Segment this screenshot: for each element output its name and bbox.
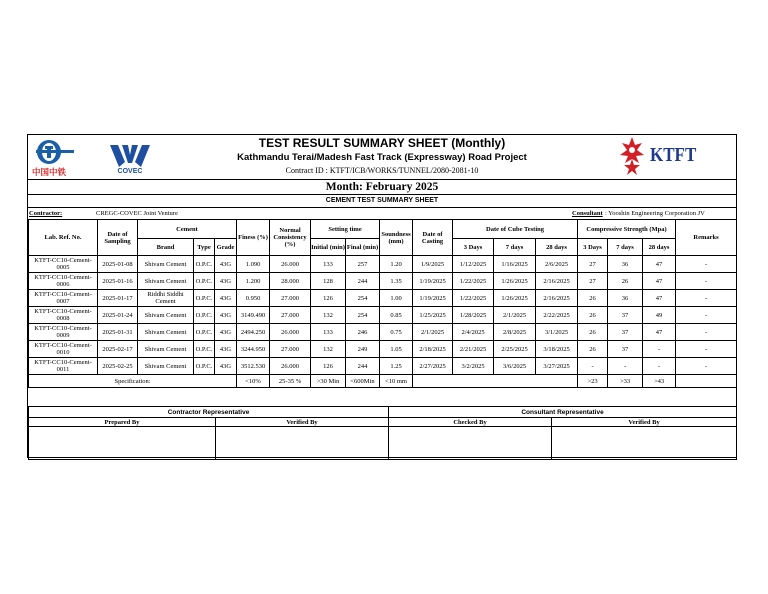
- cell-final-setting: 246: [346, 324, 380, 341]
- cell-strength-3d: 26: [578, 290, 608, 307]
- cell-brand: Riddhi Siddhi Cement: [138, 290, 194, 307]
- cell-cube-7d-date: 2/1/2025: [494, 307, 536, 324]
- cell-remarks: -: [676, 341, 737, 358]
- cell-cube-7d-date: 1/16/2025: [494, 256, 536, 273]
- cell-brand: Shivam Cement: [138, 358, 194, 375]
- cell-cube-3d-date: 2/4/2025: [453, 324, 494, 341]
- cell-cube-28d-date: 2/16/2025: [536, 273, 578, 290]
- spec-label: Specification:: [29, 375, 237, 388]
- sheet-title: TEST RESULT SUMMARY SHEET (Monthly): [258, 136, 506, 150]
- cell-brand: Shivam Cement: [138, 256, 194, 273]
- col-date-sampling: Date of Sampling: [98, 220, 138, 256]
- cell-strength-7d: 36: [608, 256, 643, 273]
- cell-cube-3d-date: 1/22/2025: [453, 290, 494, 307]
- cell-fineness: 1.090: [237, 256, 270, 273]
- cell-type: O.P.C.: [194, 358, 215, 375]
- cell-cube-28d-date: 2/22/2025: [536, 307, 578, 324]
- spec-soundness: <10 mm: [380, 375, 413, 388]
- cell-date-sampling: 2025-01-16: [98, 273, 138, 290]
- cell-soundness: 1.00: [380, 290, 413, 307]
- cell-strength-3d: -: [578, 358, 608, 375]
- cell-brand: Shivam Cement: [138, 307, 194, 324]
- col-lab-ref: Lab. Ref. No.: [29, 220, 98, 256]
- cell-remarks: -: [676, 256, 737, 273]
- cell-grade: 43G: [215, 273, 237, 290]
- spec-fineness: <10%: [237, 375, 270, 388]
- col-brand: Brand: [138, 239, 194, 256]
- cell-strength-28d: -: [643, 341, 676, 358]
- cell-grade: 43G: [215, 290, 237, 307]
- consultant-value: : Yooshin Engineering Corporation JV: [605, 210, 705, 217]
- cell-soundness: 1.25: [380, 358, 413, 375]
- cell-fineness: 3244.950: [237, 341, 270, 358]
- cell-soundness: 0.85: [380, 307, 413, 324]
- cell-fineness: 3512.530: [237, 358, 270, 375]
- cell-initial-setting: 132: [311, 307, 346, 324]
- spec-blank: [413, 375, 578, 388]
- cell-final-setting: 244: [346, 358, 380, 375]
- cell-lab-ref: KTFT-CC10-Cement-0009: [29, 324, 98, 341]
- cell-consistency: 27.000: [270, 307, 311, 324]
- cell-consistency: 27.000: [270, 290, 311, 307]
- cell-cube-7d-date: 3/6/2025: [494, 358, 536, 375]
- cell-type: O.P.C.: [194, 273, 215, 290]
- cell-strength-3d: 26: [578, 307, 608, 324]
- cell-cube-7d-date: 2/8/2025: [494, 324, 536, 341]
- prepared-by-signature[interactable]: [29, 427, 216, 460]
- verified-by-contractor-label: Verified By: [216, 418, 389, 427]
- contractor-representative: Contractor Representative: [29, 407, 389, 418]
- cell-type: O.P.C.: [194, 324, 215, 341]
- cell-remarks: -: [676, 290, 737, 307]
- cell-cube-7d-date: 1/26/2025: [494, 290, 536, 307]
- cell-strength-28d: 47: [643, 324, 676, 341]
- cell-initial-setting: 126: [311, 290, 346, 307]
- cell-final-setting: 244: [346, 273, 380, 290]
- cell-grade: 43G: [215, 307, 237, 324]
- cell-consistency: 26.000: [270, 358, 311, 375]
- spec-initial: >30 Min: [311, 375, 346, 388]
- col-date-casting: Date of Casting: [413, 220, 453, 256]
- cell-final-setting: 254: [346, 290, 380, 307]
- cell-cube-3d-date: 3/2/2025: [453, 358, 494, 375]
- verified-by-consultant-signature[interactable]: [552, 427, 737, 460]
- cell-lab-ref: KTFT-CC10-Cement-0011: [29, 358, 98, 375]
- cell-type: O.P.C.: [194, 256, 215, 273]
- cell-cube-3d-date: 1/12/2025: [453, 256, 494, 273]
- table-row: [29, 256, 737, 273]
- cell-cube-28d-date: 2/16/2025: [536, 290, 578, 307]
- table-header: [29, 220, 737, 256]
- cell-strength-7d: 37: [608, 341, 643, 358]
- cell-initial-setting: 132: [311, 341, 346, 358]
- cell-initial-setting: 128: [311, 273, 346, 290]
- crcc-logo-text: 中国中铁: [32, 168, 67, 178]
- col-soundness: Soundness (mm): [380, 220, 413, 256]
- section-heading: CEMENT TEST SUMMARY SHEET: [28, 194, 736, 207]
- verified-by-contractor-signature[interactable]: [216, 427, 389, 460]
- signature-table: [28, 406, 737, 460]
- test-result-sheet: [27, 134, 737, 458]
- sheet-header: [28, 135, 736, 179]
- cell-grade: 43G: [215, 341, 237, 358]
- cell-date-sampling: 2025-02-17: [98, 341, 138, 358]
- cell-strength-3d: 26: [578, 324, 608, 341]
- spec-remarks-blank: [676, 375, 737, 388]
- cell-lab-ref: KTFT-CC10-Cement-0006: [29, 273, 98, 290]
- col-compressive-strength: Compressive Strength (Mpa): [578, 220, 676, 239]
- cell-fineness: 0.950: [237, 290, 270, 307]
- cell-strength-28d: 47: [643, 256, 676, 273]
- ktft-logo-text: KTFT: [650, 144, 697, 166]
- cell-initial-setting: 126: [311, 358, 346, 375]
- cell-final-setting: 254: [346, 307, 380, 324]
- spec-strength-3d: >23: [578, 375, 608, 388]
- cell-strength-7d: 36: [608, 290, 643, 307]
- cell-cube-28d-date: 3/18/2025: [536, 341, 578, 358]
- cell-date-casting: 1/19/2025: [413, 273, 453, 290]
- cell-cube-28d-date: 2/6/2025: [536, 256, 578, 273]
- cell-date-casting: 1/9/2025: [413, 256, 453, 273]
- contract-id: Contract ID : KTFT/ICB/WORKS/TUNNEL/2080-2081-10: [285, 166, 479, 175]
- covec-logo-text: COVEC: [117, 168, 143, 175]
- col-cube-7d: 7 days: [494, 239, 536, 256]
- col-cube-3d: 3 Days: [453, 239, 494, 256]
- cell-strength-28d: 49: [643, 307, 676, 324]
- cell-cube-7d-date: 1/26/2025: [494, 273, 536, 290]
- parties-row: [28, 207, 736, 219]
- cell-remarks: -: [676, 307, 737, 324]
- cell-date-sampling: 2025-01-24: [98, 307, 138, 324]
- col-final: Final (min): [346, 239, 380, 256]
- col-consistency: Normal Consistency (%): [270, 220, 311, 256]
- cell-brand: Shivam Cement: [138, 341, 194, 358]
- consultant-representative: Consultant Representative: [389, 407, 737, 418]
- col-setting-time: Setting time: [311, 220, 380, 239]
- month-heading: Month: February 2025: [28, 179, 736, 194]
- col-type: Type: [194, 239, 215, 256]
- cell-brand: Shivam Cement: [138, 324, 194, 341]
- cell-strength-28d: -: [643, 358, 676, 375]
- spec-consistency: 25-35 %: [270, 375, 311, 388]
- cell-strength-3d: 26: [578, 341, 608, 358]
- cell-remarks: -: [676, 324, 737, 341]
- table-body: [29, 256, 737, 375]
- cell-cube-28d-date: 3/1/2025: [536, 324, 578, 341]
- spec-row: [29, 375, 737, 388]
- spec-section: [29, 375, 737, 388]
- col-cube-28d: 28 days: [536, 239, 578, 256]
- cell-date-sampling: 2025-02-25: [98, 358, 138, 375]
- col-initial: Initial (min): [311, 239, 346, 256]
- col-cement: Cement: [138, 220, 237, 239]
- cell-strength-7d: 26: [608, 273, 643, 290]
- cell-consistency: 27.000: [270, 341, 311, 358]
- cement-test-table: [28, 219, 737, 388]
- cell-consistency: 26.000: [270, 256, 311, 273]
- cell-soundness: 0.75: [380, 324, 413, 341]
- checked-by-label: Checked By: [389, 418, 552, 427]
- cell-soundness: 1.05: [380, 341, 413, 358]
- table-row: [29, 341, 737, 358]
- cell-date-casting: 1/25/2025: [413, 307, 453, 324]
- cell-fineness: 1.200: [237, 273, 270, 290]
- cell-date-sampling: 2025-01-08: [98, 256, 138, 273]
- cell-final-setting: 249: [346, 341, 380, 358]
- cell-grade: 43G: [215, 256, 237, 273]
- contractor-label: Contractor:: [29, 210, 63, 217]
- consultant-label: Consultant: [572, 210, 603, 217]
- cell-date-casting: 2/18/2025: [413, 341, 453, 358]
- cell-initial-setting: 133: [311, 256, 346, 273]
- cell-lab-ref: KTFT-CC10-Cement-0008: [29, 307, 98, 324]
- cell-date-sampling: 2025-01-17: [98, 290, 138, 307]
- col-remarks: Remarks: [676, 220, 737, 256]
- contractor-value: CREGC-COVEC Joint Venture: [96, 210, 178, 217]
- cell-date-casting: 1/19/2025: [413, 290, 453, 307]
- cell-soundness: 1.20: [380, 256, 413, 273]
- cell-fineness: 3149.490: [237, 307, 270, 324]
- cell-final-setting: 257: [346, 256, 380, 273]
- cell-cube-3d-date: 2/21/2025: [453, 341, 494, 358]
- cell-type: O.P.C.: [194, 341, 215, 358]
- table-row: [29, 290, 737, 307]
- table-row: [29, 307, 737, 324]
- cell-strength-7d: -: [608, 358, 643, 375]
- cell-consistency: 28.000: [270, 273, 311, 290]
- cell-grade: 43G: [215, 324, 237, 341]
- project-name: Kathmandu Terai/Madesh Fast Track (Expressway) Road Project: [237, 152, 527, 163]
- cell-lab-ref: KTFT-CC10-Cement-0007: [29, 290, 98, 307]
- spec-final: <600Min: [346, 375, 380, 388]
- cell-initial-setting: 133: [311, 324, 346, 341]
- cell-remarks: -: [676, 358, 737, 375]
- table-row: [29, 324, 737, 341]
- cell-strength-3d: 27: [578, 256, 608, 273]
- cell-consistency: 26.000: [270, 324, 311, 341]
- cell-strength-7d: 37: [608, 324, 643, 341]
- cell-strength-28d: 47: [643, 290, 676, 307]
- cell-date-casting: 2/27/2025: [413, 358, 453, 375]
- col-strength-7d: 7 days: [608, 239, 643, 256]
- cell-brand: Shivam Cement: [138, 273, 194, 290]
- table-row: [29, 273, 737, 290]
- cell-date-sampling: 2025-01-31: [98, 324, 138, 341]
- cell-type: O.P.C.: [194, 290, 215, 307]
- cell-cube-3d-date: 1/28/2025: [453, 307, 494, 324]
- checked-by-signature[interactable]: [389, 427, 552, 460]
- cell-remarks: -: [676, 273, 737, 290]
- cell-strength-3d: 27: [578, 273, 608, 290]
- col-strength-3d: 3 Days: [578, 239, 608, 256]
- col-grade: Grade: [215, 239, 237, 256]
- cell-grade: 43G: [215, 358, 237, 375]
- cell-fineness: 2494.250: [237, 324, 270, 341]
- cell-cube-28d-date: 3/27/2025: [536, 358, 578, 375]
- spec-strength-28d: >43: [643, 375, 676, 388]
- col-strength-28d: 28 days: [643, 239, 676, 256]
- cell-cube-7d-date: 2/25/2025: [494, 341, 536, 358]
- prepared-by-label: Prepared By: [29, 418, 216, 427]
- cell-strength-28d: 47: [643, 273, 676, 290]
- cell-strength-7d: 37: [608, 307, 643, 324]
- col-cube-testing: Date of Cube Testing: [453, 220, 578, 239]
- cell-date-casting: 2/1/2025: [413, 324, 453, 341]
- verified-by-consultant-label: Verified By: [552, 418, 737, 427]
- cell-type: O.P.C.: [194, 307, 215, 324]
- cell-soundness: 1.35: [380, 273, 413, 290]
- cell-lab-ref: KTFT-CC10-Cement-0005: [29, 256, 98, 273]
- table-row: [29, 358, 737, 375]
- cell-cube-3d-date: 1/22/2025: [453, 273, 494, 290]
- spec-strength-7d: >33: [608, 375, 643, 388]
- col-fineness: Finess (%): [237, 220, 270, 256]
- cell-lab-ref: KTFT-CC10-Cement-0010: [29, 341, 98, 358]
